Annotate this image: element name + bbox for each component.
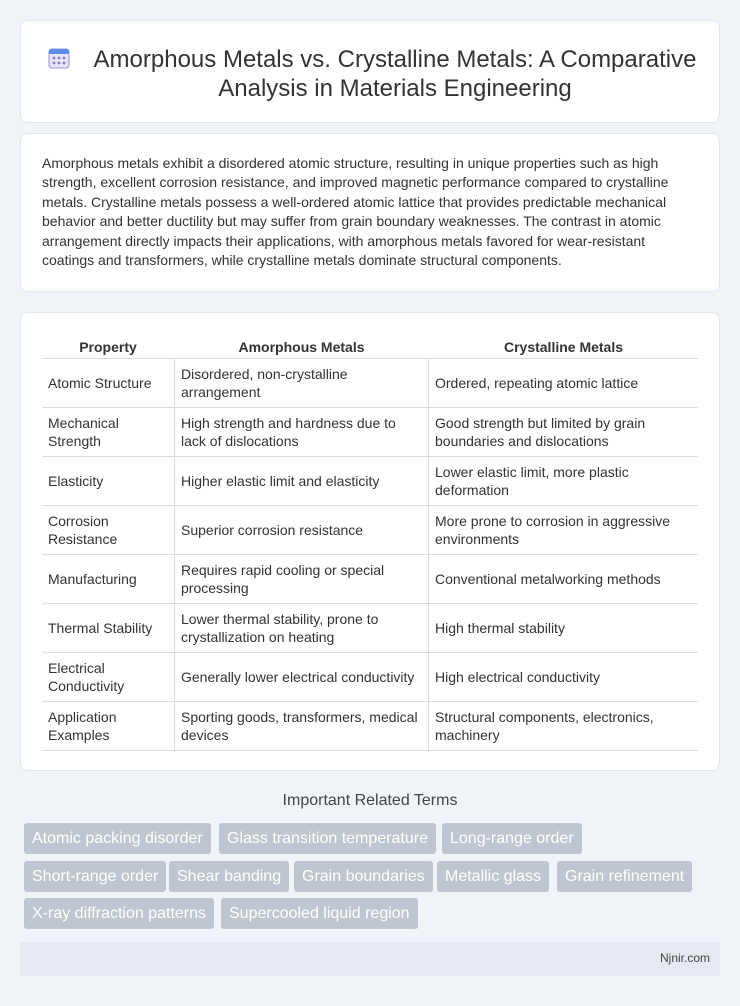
table-cell-crystalline: Ordered, repeating atomic lattice xyxy=(428,359,698,408)
related-terms-heading: Important Related Terms xyxy=(282,792,458,809)
table-cell-amorphous: Higher elastic limit and elasticity xyxy=(174,457,428,506)
related-term-tag[interactable]: Shear banding xyxy=(169,861,289,892)
table-row xyxy=(42,555,698,604)
table-row xyxy=(42,457,698,506)
intro-card xyxy=(20,133,720,292)
table-row xyxy=(42,702,698,751)
comparison-table-card xyxy=(20,312,720,771)
table-header-row xyxy=(42,335,698,359)
table-cell-crystalline: Conventional metalworking methods xyxy=(428,555,698,604)
table-cell-crystalline: Good strength but limited by grain boundaries and dislocations xyxy=(428,408,698,457)
calendar-icon xyxy=(48,47,70,69)
table-cell-property: Manufacturing xyxy=(42,555,174,604)
table-cell-property: Atomic Structure xyxy=(42,359,174,408)
table-cell-property: Corrosion Resistance xyxy=(42,506,174,555)
table-cell-amorphous: Disordered, non-crystalline arrangement xyxy=(174,359,428,408)
table-cell-amorphous: Lower thermal stability, prone to crystallization on heating xyxy=(174,604,428,653)
table-cell-property: Thermal Stability xyxy=(42,604,174,653)
related-term-tag[interactable]: Supercooled liquid region xyxy=(221,898,418,929)
intro-paragraph: Amorphous metals exhibit a disordered atomic structure, resulting in unique properties such as high strength, excellent corrosion resistance, and improved magnetic performance compared to crystalline metals. Crystalline metals possess a well-ordered atomic lattice that provides predictable mechanical behavior and better ductility but may suffer from grain boundary weaknesses. The contrast in atomic arrangement directly impacts their applications, with amorphous metals favored for wear-resistant coatings and transformers, while crystalline metals dominate structural components. xyxy=(42,155,669,269)
footer-site-link[interactable]: Njnir.com xyxy=(659,951,710,965)
table-cell-amorphous: Generally lower electrical conductivity xyxy=(174,653,428,702)
comparison-table xyxy=(42,335,698,751)
table-row xyxy=(42,359,698,408)
related-term-tag[interactable]: Atomic packing disorder xyxy=(24,823,211,854)
table-cell-amorphous: Superior corrosion resistance xyxy=(174,506,428,555)
table-cell-property: Application Examples xyxy=(42,702,174,751)
table-cell-property: Elasticity xyxy=(42,457,174,506)
table-cell-crystalline: Lower elastic limit, more plastic deformation xyxy=(428,457,698,506)
header-amorphous: Amorphous Metals xyxy=(174,335,428,359)
table-row xyxy=(42,653,698,702)
title-card xyxy=(20,20,720,123)
table-cell-amorphous: High strength and hardness due to lack of dislocations xyxy=(174,408,428,457)
related-term-tag[interactable]: Long-range order xyxy=(442,823,582,854)
related-term-tag[interactable]: Grain boundaries xyxy=(294,861,433,892)
table-row xyxy=(42,604,698,653)
page-title: Amorphous Metals vs. Crystalline Metals: A Comparative Analysis in Materials Engineering xyxy=(93,46,697,102)
table-cell-crystalline: High thermal stability xyxy=(428,604,698,653)
table-cell-property: Mechanical Strength xyxy=(42,408,174,457)
related-term-tag[interactable]: X-ray diffraction patterns xyxy=(24,898,214,929)
table-row xyxy=(42,506,698,555)
table-cell-amorphous: Requires rapid cooling or special processing xyxy=(174,555,428,604)
related-term-tag[interactable]: Grain refinement xyxy=(557,861,692,892)
related-term-tag[interactable]: Short-range order xyxy=(24,861,166,892)
table-cell-crystalline: More prone to corrosion in aggressive environments xyxy=(428,506,698,555)
related-term-tag[interactable]: Metallic glass xyxy=(437,861,549,892)
footer xyxy=(20,942,720,976)
header-crystalline: Crystalline Metals xyxy=(428,335,698,359)
related-term-tag[interactable]: Glass transition temperature xyxy=(219,823,436,854)
table-cell-amorphous: Sporting goods, transformers, medical devices xyxy=(174,702,428,751)
table-cell-crystalline: High electrical conductivity xyxy=(428,653,698,702)
table-row xyxy=(42,408,698,457)
header-property: Property xyxy=(42,335,174,359)
table-cell-crystalline: Structural components, electronics, machinery xyxy=(428,702,698,751)
table-cell-property: Electrical Conductivity xyxy=(42,653,174,702)
